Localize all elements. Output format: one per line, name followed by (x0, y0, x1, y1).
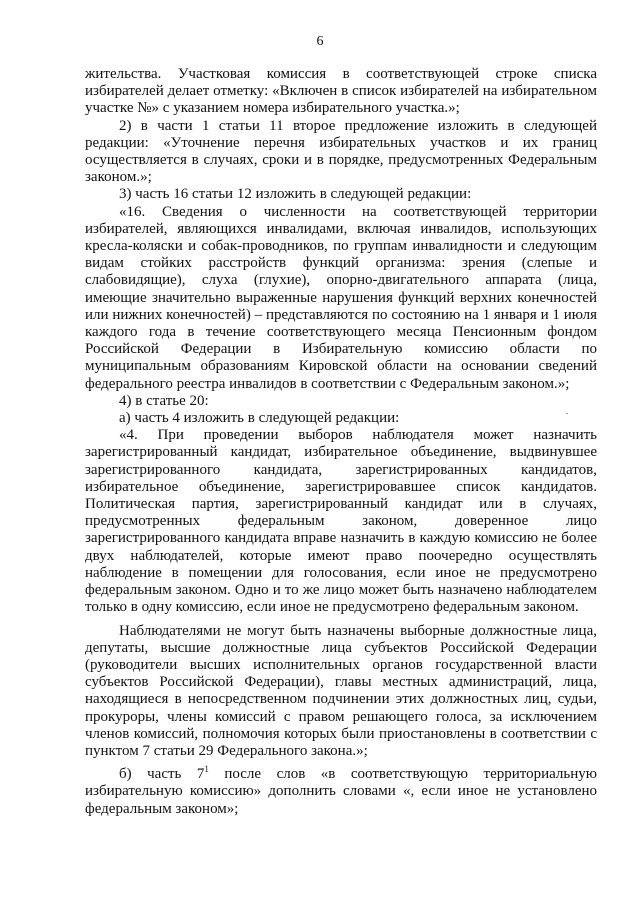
paragraph-last (85, 766, 597, 818)
paragraph: 2) в части 1 статьи 11 второе предложение изложить в следующей редакции: «Уточнение перечня избирательных участков и их границ осуществляется в случаях, сроки и в порядке, предусмотренных Федеральным законом.»; (85, 117, 597, 186)
paragraph: 3) часть 16 статьи 12 изложить в следующей редакции: (119, 186, 472, 203)
paragraph: а) часть 4 изложить в следующей редакции: (119, 410, 400, 427)
paragraph-last-start: б) часть 7 (119, 766, 205, 783)
superscript: 1 (204, 764, 209, 775)
paragraph: 4) в статье 20: (119, 392, 209, 409)
page-number: 6 (316, 34, 324, 49)
paragraph: «16. Сведения о численности на соответствующей территории избирателей, являющихся инвалидами, включая инвалидов, использующих кресла-коляски и собак-проводников, по группам инвалидности и следующим видам стойких расстройств функций организма: зрения (слепые и слабовидящие), слуха (глухие), опорно-двигательного аппарата (лица, имеющие значительно выраженные нарушения функций верхних конечностей или нижних конечностей) – представляются по состоянию на 1 января и 1 июля каждого года в течение соответствующего месяца Пенсионным фондом Российской Федерации в Избирательную комиссию области по муниципальным образованиям Кировской области на основании сведений федерального реестра инвалидов в соответствии с Федеральным законом.»; (85, 203, 597, 392)
paragraph-last-end: после слов «в соответствующую территориальную избирательную комиссию» дополнить словами «, если иное не установлено федеральным законом»; (85, 766, 597, 817)
paragraph: жительства. Участковая комиссия в соответствующей строке списка избирателей делает отметку: «Включен в список избирателей на избирательном участке №» с указанием номера избирательного участка.»; (85, 66, 597, 117)
paragraph: «4. При проведении выборов наблюдателя может назначить зарегистрированный кандидат, избирательное объединение, выдвинувшее зарегистрированного кандидата, зарегистрированных кандидатов, избирательное объединение, зарегистрировавшее список кандидатов. Политическая партия, зарегистрированный кандидат или в случаях, предусмотренных федеральным законом, доверенное лицо зарегистрированного кандидата вправе назначить в каждую комиссию не более двух наблюдателей, которые имеют право поочередно осуществлять наблюдение в помещении для голосования, если иное не предусмотрено федеральным законом. Одно и то же лицо может быть назначено наблюдателем только в одну комиссию, если иное не предусмотрено федеральным законом. (85, 427, 597, 616)
paragraph: Наблюдателями не могут быть назначены выборные должностные лица, депутаты, высшие должностные лица субъектов Российской Федерации (руководители высших исполнительных органов государственной власти субъектов Российской Федерации), главы местных администраций, лица, находящиеся в непосредственном подчинении этих должностных лиц, судьи, прокуроры, члены комиссий с правом решающего голоса, за исключением членов комиссий, полномочия которых были приостановлены в соответствии с пунктом 7 статьи 29 Федерального закона.»; (85, 622, 597, 759)
scan-mark (566, 413, 568, 414)
document-body (85, 66, 597, 818)
